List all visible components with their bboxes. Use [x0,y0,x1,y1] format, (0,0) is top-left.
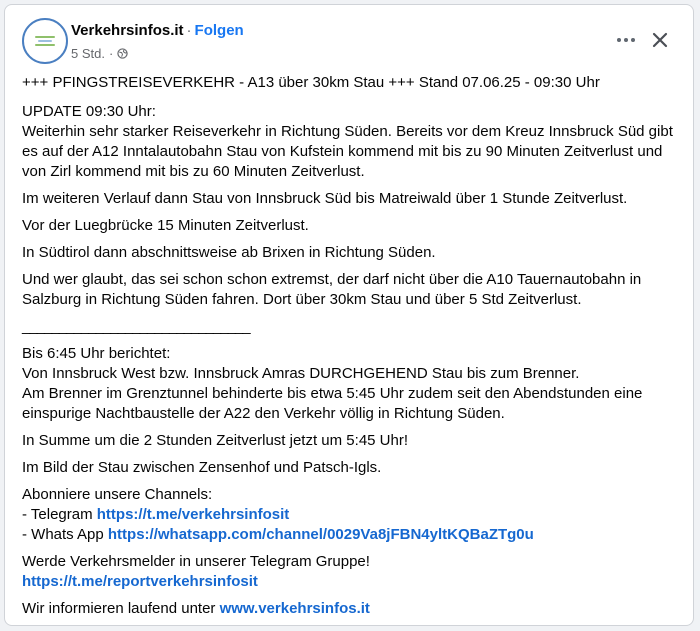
page-name-link[interactable]: Verkehrsinfos.it [71,22,184,39]
update-label: UPDATE 09:30 Uhr: [22,103,156,120]
channels-label: Abonniere unsere Channels: [22,486,213,503]
telegram-prefix: - Telegram [22,506,97,523]
report-group-link[interactable]: https://t.me/reportverkehrsinfosit [22,573,258,590]
header-separator: · [186,22,192,39]
whatsapp-line [22,525,682,545]
post-paragraph: Und wer glaubt, das sei schon schon extremst, der darf nicht über die A10 Tauernautobahn in Salzburg in Richtung Süden fahren. Dort über 30km Stau und über 5 Std Zeitverlust. [22,271,642,308]
post-meta [71,46,128,61]
final-prefix: Wir informieren laufend unter [22,600,220,617]
meta-separator: · [108,46,114,61]
post-paragraph: Im weiteren Verlauf dann Stau von Innsbruck Süd bis Matreiwald über 1 Stunde Zeitverlust. [22,190,628,207]
final-line [22,599,682,619]
post-paragraph: In Summe um die 2 Stunden Zeitverlust jetzt um 5:45 Uhr! [22,432,409,449]
globe-icon [117,48,128,59]
whatsapp-prefix: - Whats App [22,526,108,543]
melder-text: Werde Verkehrsmelder in unserer Telegram Gruppe! [22,553,370,570]
post-body [22,73,682,626]
telegram-line [22,505,682,525]
more-options-icon[interactable] [613,32,639,48]
post-paragraph: Im Bild der Stau zwischen Zensenhof und Patsch-Igls. [22,459,382,476]
post-paragraph: In Südtirol dann abschnittsweise ab Brixen in Richtung Süden. [22,244,436,261]
close-icon[interactable] [649,29,671,51]
report-line: Am Brenner im Grenztunnel behinderte bis etwa 5:45 Uhr zudem seit den Abendstunden eine einspurige Nachtbaustelle der A22 den Verkehr völlig in Richtung Süden. [22,385,643,422]
divider-line: _______________________________ [22,318,250,335]
report-label: Bis 6:45 Uhr berichtet: [22,345,171,362]
page-avatar[interactable] [22,18,68,64]
follow-button[interactable]: Folgen [194,22,244,39]
website-link[interactable]: www.verkehrsinfos.it [219,600,370,617]
post-card [4,4,694,626]
whatsapp-link[interactable]: https://whatsapp.com/channel/0029Va8jFBN4yltKQBaZTg0u [107,526,534,543]
post-paragraph: Vor der Luegbrücke 15 Minuten Zeitverlust. [22,217,309,234]
post-headline: +++ PFINGSTREISEVERKEHR - A13 über 30km Stau +++ Stand 07.06.25 - 09:30 Uhr [22,74,600,91]
report-line: Von Innsbruck West bzw. Innsbruck Amras DURCHGEHEND Stau bis zum Brenner. [22,365,580,382]
post-timestamp[interactable]: 5 Std. [71,46,105,61]
post-header [71,22,244,40]
verkehrsinfos-logo-icon [35,36,55,46]
telegram-link[interactable]: https://t.me/verkehrsinfosit [96,506,290,523]
post-paragraph: Weiterhin sehr starker Reiseverkehr in Richtung Süden. Bereits vor dem Kreuz Innsbruck Süd gibt es auf der A12 Inntalautobahn Stau von Kufstein kommend mit bis zu 90 Minuten Zeitverlust und von Zirl kommend mit bis zu 60 Minuten Zeitverlust. [22,123,673,180]
